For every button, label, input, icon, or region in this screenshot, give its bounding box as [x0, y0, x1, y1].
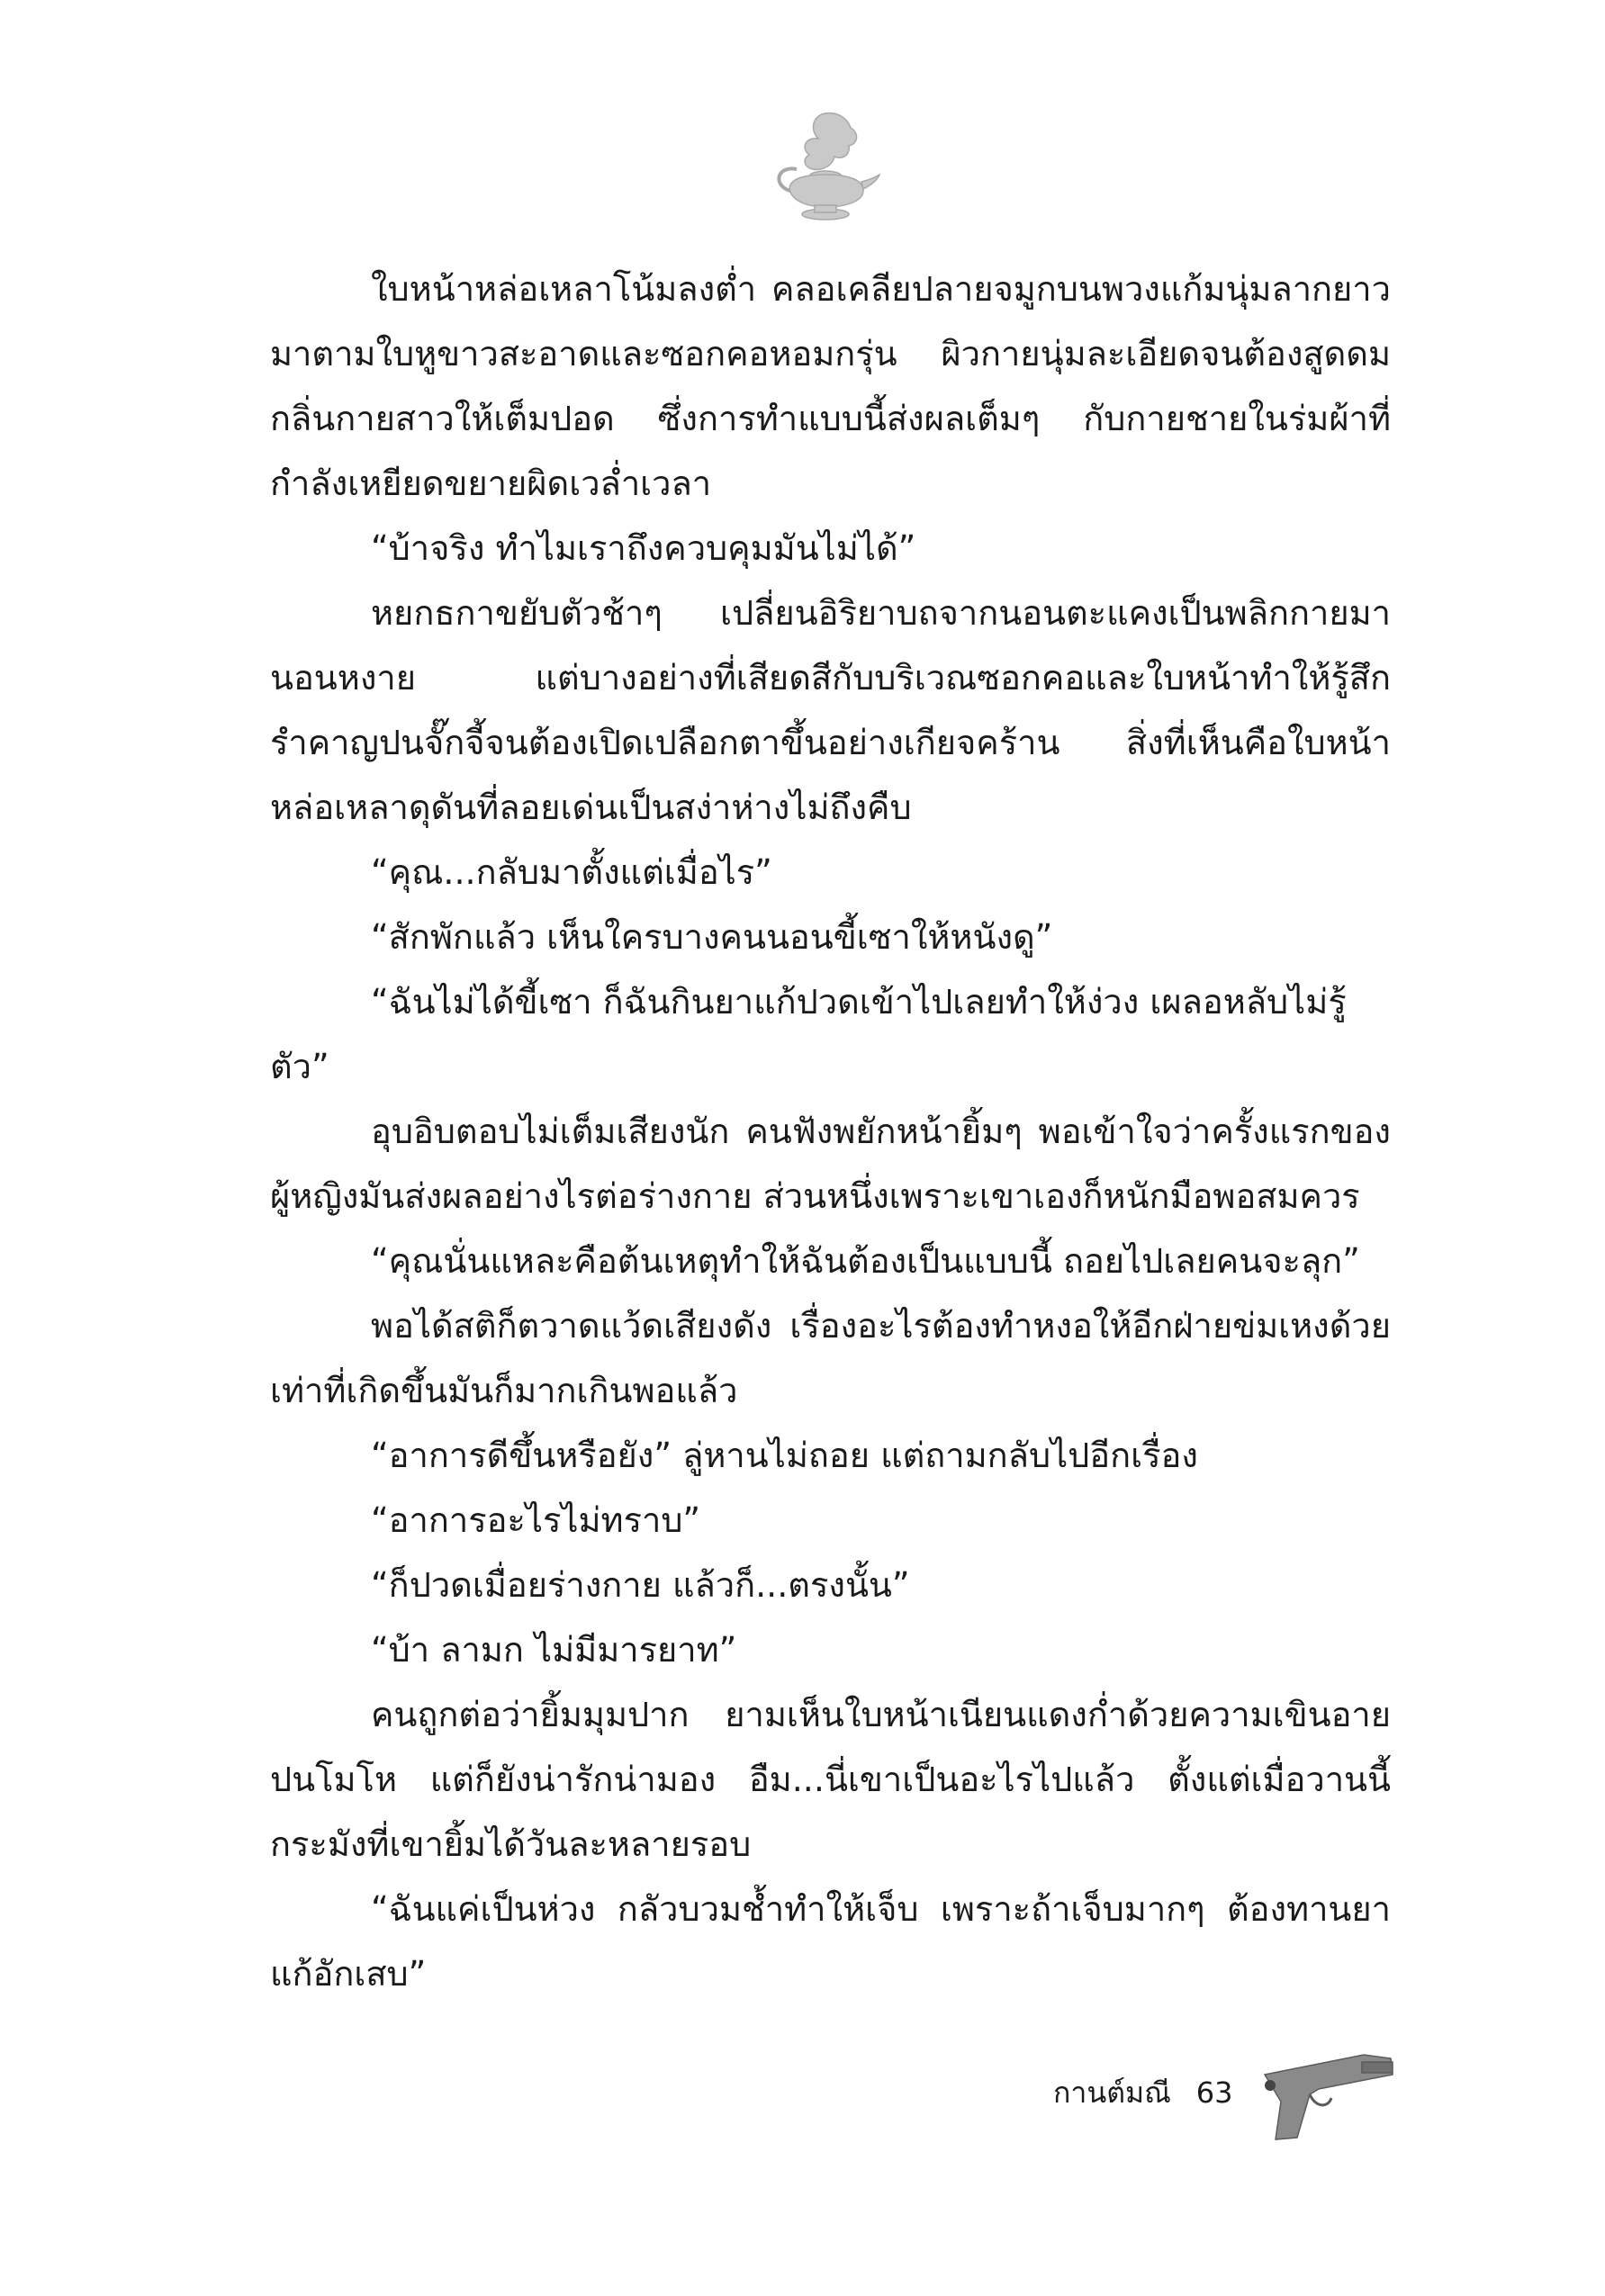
- book-title: กานต์มณี: [1053, 2075, 1171, 2110]
- paragraph-11: “อาการอะไรไม่ทราบ”: [371, 1500, 701, 1540]
- paragraph-10: “อาการดีขึ้นหรือยัง” ลู่หานไม่ถอย แต่ถามกลับไปอีกเรื่อง: [371, 1436, 1198, 1475]
- paragraph-1: ใบหน้าหล่อเหลาโน้มลงต่ำ คลอเคลียปลายจมูกบนพวงแก้มนุ่มลากยาวมาตามใบหูขาวสะอาดและซอกคอหอมกรุ่น ผิวกายนุ่มละเอียดจนต้องสูดดมกลิ่นกายสาวให้เต็มปอด ซึ่งการทำแบบนี้ส่งผลเต็มๆ กับกายชายในร่มผ้าที่กำลังเหยียดขยายผิดเวล่ำเวลา: [270, 269, 1391, 503]
- paragraph-14: คนถูกต่อว่ายิ้มมุมปาก ยามเห็นใบหน้าเนียนแดงก่ำด้วยความเขินอายปนโมโห แต่ก็ยังน่ารักน่ามอง อืม...นี่เขาเป็นอะไรไปแล้ว ตั้งแต่เมื่อวานนี้กระมังที่เขายิ้มได้วันละหลายรอบ: [270, 1695, 1391, 1864]
- page-footer: [1053, 2070, 1233, 2116]
- genie-lamp-icon: [770, 106, 882, 232]
- paragraph-12: “ก็ปวดเมื่อยร่างกาย แล้วก็...ตรงนั้น”: [371, 1565, 910, 1605]
- body-text: [270, 257, 1391, 2006]
- paragraph-8: “คุณนั่นแหละคือต้นเหตุทำให้ฉันต้องเป็นแบบนี้ ถอยไปเลยคนจะลุก”: [371, 1241, 1360, 1281]
- pistol-icon: [1256, 2039, 1400, 2147]
- paragraph-6: “ฉันไม่ได้ขี้เซา ก็ฉันกินยาแก้ปวดเข้าไปเลยทำให้ง่วง เผลอหลับไม่รู้ตัว”: [270, 982, 1347, 1086]
- page-number: 63: [1195, 2075, 1233, 2110]
- paragraph-2: “บ้าจริง ทำไมเราถึงควบคุมมันไม่ได้”: [371, 528, 916, 568]
- paragraph-9: พอได้สติก็ตวาดแว้ดเสียงดัง เรื่องอะไรต้องทำหงอให้อีกฝ่ายข่มเหงด้วยเท่าที่เกิดขึ้นมันก็มากเกินพอแล้ว: [270, 1306, 1391, 1410]
- paragraph-7: อุบอิบตอบไม่เต็มเสียงนัก คนฟังพยักหน้ายิ้มๆ พอเข้าใจว่าครั้งแรกของผู้หญิงมันส่งผลอย่างไรต่อร่างกาย ส่วนหนึ่งเพราะเขาเองก็หนักมือพอสมควร: [270, 1112, 1391, 1216]
- paragraph-4: “คุณ...กลับมาตั้งแต่เมื่อไร”: [371, 852, 772, 892]
- paragraph-3: หยกธกาขยับตัวช้าๆ เปลี่ยนอิริยาบถจากนอนตะแคงเป็นพลิกกายมานอนหงาย แต่บางอย่างที่เสียดสีกับบริเวณซอกคอและใบหน้าทำให้รู้สึกรำคาญปนจั๊กจี้จนต้องเปิดเปลือกตาขึ้นอย่างเกียจคร้าน สิ่งที่เห็นคือใบหน้าหล่อเหลาดุดันที่ลอยเด่นเป็นสง่าห่างไม่ถึงคืบ: [270, 593, 1391, 827]
- paragraph-5: “สักพักแล้ว เห็นใครบางคนนอนขี้เซาให้หนังดู”: [371, 917, 1053, 957]
- paragraph-15: “ฉันแค่เป็นห่วง กลัวบวมช้ำทำให้เจ็บ เพราะถ้าเจ็บมากๆ ต้องทานยาแก้อักเสบ”: [270, 1889, 1391, 1994]
- paragraph-13: “บ้า ลามก ไม่มีมารยาท”: [371, 1630, 737, 1670]
